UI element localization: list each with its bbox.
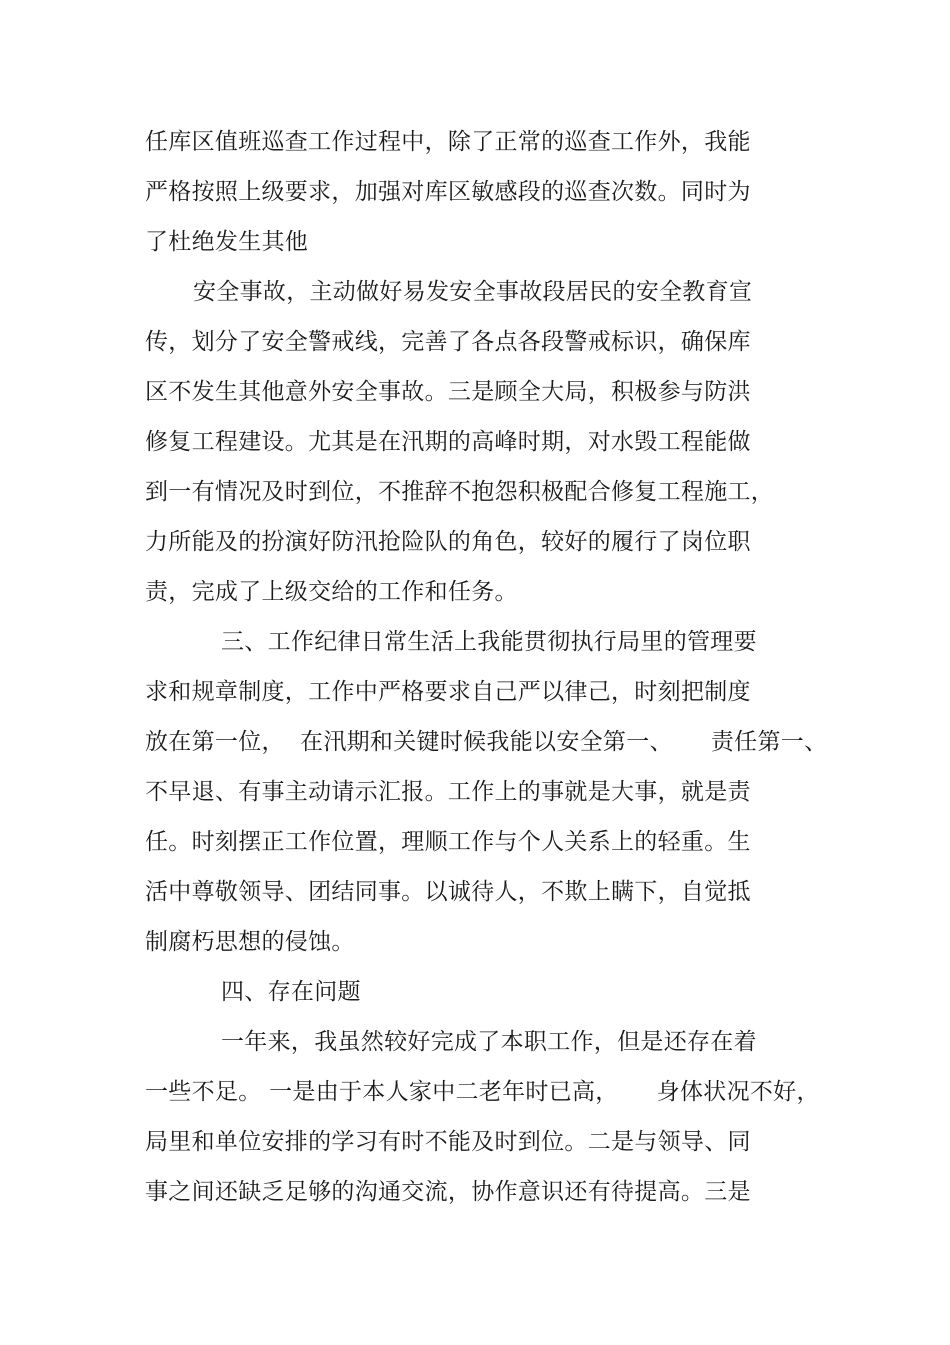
text-line-22: 事之间还缺乏足够的沟通交流，协作意识还有待提高。三是	[145, 1179, 751, 1205]
text-line-14: 不早退、有事主动请示汇报。工作上的事就是大事，就是责	[145, 779, 751, 805]
text-line-4: 安全事故，主动做好易发安全事故段居民的安全教育宣	[193, 279, 753, 305]
text-line-6: 区不发生其他意外安全事故。三是顾全大局，积极参与防洪	[145, 379, 751, 405]
text-line-10: 责，完成了上级交给的工作和任务。	[145, 579, 518, 605]
section-heading-4: 四、存在问题	[221, 979, 361, 1005]
text-line-8: 到一有情况及时到位，不推辞不抱怨积极配合修复工程施工，	[145, 479, 775, 505]
text-line-16: 活中尊敬领导、团结同事。以诚待人，不欺上瞒下，自觉抵	[145, 879, 751, 905]
section-heading-3: 三、工作纪律日常生活上我能贯彻执行局里的管理要	[221, 629, 757, 655]
text-line-5: 传，划分了安全警戒线，完善了各点各段警戒标识，确保库	[145, 329, 751, 355]
text-line-9: 力所能及的扮演好防汛抢险队的角色，较好的履行了岗位职	[145, 529, 751, 555]
text-line-20: 一些不足。 一是由于本人家中二老年时已高， 身体状况不好，	[145, 1079, 820, 1105]
text-line-7: 修复工程建设。尤其是在汛期的高峰时期，对水毁工程能做	[145, 429, 751, 455]
text-line-17: 制腐朽思想的侵蚀。	[145, 929, 355, 955]
text-line-3: 了杜绝发生其他	[145, 229, 309, 255]
text-line-19: 一年来，我虽然较好完成了本职工作，但是还存在着	[221, 1029, 757, 1055]
text-line-2: 严格按照上级要求，加强对库区敏感段的巡查次数。同时为	[145, 179, 751, 205]
text-line-1: 任库区值班巡查工作过程中，除了正常的巡查工作外，我能	[145, 129, 751, 155]
text-line-13: 放在第一位， 在汛期和关键时候我能以安全第一、 责任第一、	[145, 729, 828, 755]
text-line-12: 求和规章制度，工作中严格要求自己严以律己，时刻把制度	[145, 679, 751, 705]
text-line-21: 局里和单位安排的学习有时不能及时到位。二是与领导、同	[145, 1129, 751, 1155]
text-line-15: 任。时刻摆正工作位置，理顺工作与个人关系上的轻重。生	[145, 829, 751, 855]
